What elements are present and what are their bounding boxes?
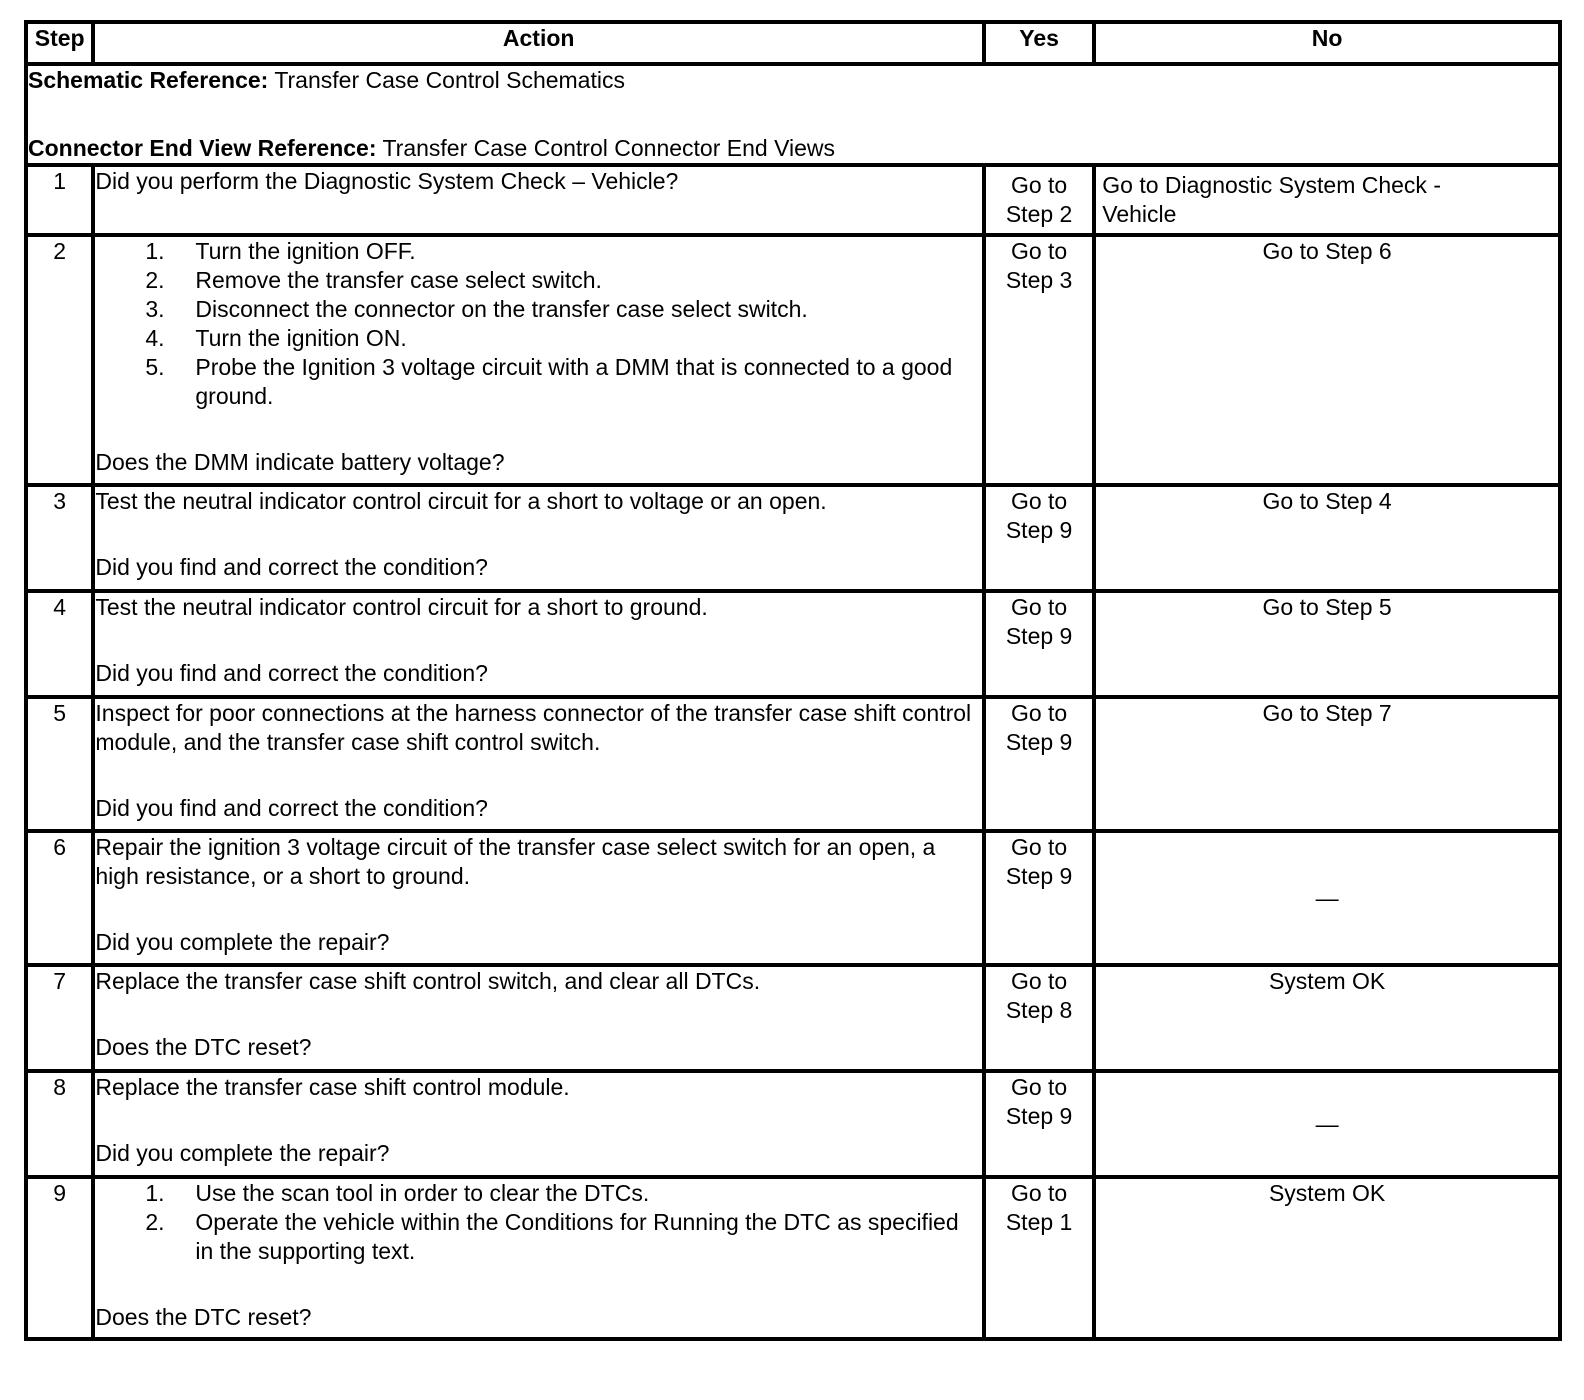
step-number: 5 <box>26 697 93 831</box>
no-cell: System OK <box>1094 1177 1560 1339</box>
connector-end-view-reference: Connector End View Reference: Transfer Case Control Connector End Views <box>28 135 836 161</box>
no-cell: Go to Step 6 <box>1094 235 1560 485</box>
reference-row <box>26 64 1560 165</box>
yes-cell: Go to Step 9 <box>984 697 1094 831</box>
table-row <box>26 591 1560 697</box>
question-text: Did you find and correct the condition? <box>95 795 488 821</box>
yes-cell: Go to Step 9 <box>984 591 1094 697</box>
question-text: Did you find and correct the condition? <box>95 660 488 686</box>
list-item: 5. Probe the Ignition 3 voltage circuit with a DMM that is connected to a good ground. <box>145 354 953 409</box>
step-number: 7 <box>26 965 93 1071</box>
table-row <box>26 165 1560 235</box>
step-number: 1 <box>26 165 93 235</box>
question-text: Does the DTC reset? <box>95 1034 312 1060</box>
table-row <box>26 965 1560 1071</box>
action-cell: Inspect for poor connections at the harness connector of the transfer case shift control module, and the transfer case shift control switch. Did you find and correct the condition? <box>93 697 984 831</box>
table-row <box>26 697 1560 831</box>
step-number: 4 <box>26 591 93 697</box>
no-cell: Go to Step 7 <box>1094 697 1560 831</box>
question-text: Did you complete the repair? <box>95 1140 390 1166</box>
step-number: 2 <box>26 235 93 485</box>
list-item: 2. Remove the transfer case select switch. <box>145 267 602 293</box>
action-cell: Replace the transfer case shift control module. Did you complete the repair? <box>93 1071 984 1177</box>
table-row <box>26 235 1560 485</box>
step-number: 8 <box>26 1071 93 1177</box>
question-text: Does the DTC reset? <box>95 1304 312 1330</box>
yes-cell: Go to Step 9 <box>984 1071 1094 1177</box>
list-item: 3. Disconnect the connector on the transfer case select switch. <box>145 296 808 322</box>
list-item: 2. Operate the vehicle within the Conditions for Running the DTC as specified in the supporting text. <box>145 1209 959 1264</box>
procedure-list <box>95 1179 982 1266</box>
diagnostic-table <box>24 20 1562 1341</box>
header-yes: Yes <box>984 22 1094 64</box>
step-number: 9 <box>26 1177 93 1339</box>
step-number: 6 <box>26 831 93 965</box>
yes-cell: Go to Step 3 <box>984 235 1094 485</box>
table-row <box>26 831 1560 965</box>
no-cell: Go to Step 4 <box>1094 485 1560 591</box>
yes-cell: Go to Step 9 <box>984 485 1094 591</box>
list-item: 1. Turn the ignition OFF. <box>145 238 416 264</box>
header-action: Action <box>93 22 984 64</box>
no-cell: System OK <box>1094 965 1560 1071</box>
action-cell: Test the neutral indicator control circuit for a short to voltage or an open. Did you find and correct the condition? <box>93 485 984 591</box>
yes-cell: Go to Step 1 <box>984 1177 1094 1339</box>
table-row <box>26 1071 1560 1177</box>
header-no: No <box>1094 22 1560 64</box>
schematic-reference: Schematic Reference: Transfer Case Control Schematics <box>28 67 625 93</box>
header-row <box>26 22 1560 64</box>
list-item: 4. Turn the ignition ON. <box>145 325 407 351</box>
list-item: 1. Use the scan tool in order to clear the DTCs. <box>145 1180 650 1206</box>
step-number: 3 <box>26 485 93 591</box>
reference-cell <box>26 64 1560 165</box>
no-cell: — <box>1094 831 1560 965</box>
action-cell: Repair the ignition 3 voltage circuit of the transfer case select switch for an open, a high resistance, or a short to ground. Did you complete the repair? <box>93 831 984 965</box>
action-cell: Test the neutral indicator control circuit for a short to ground. Did you find and correct the condition? <box>93 591 984 697</box>
header-step: Step <box>26 22 93 64</box>
yes-cell: Go to Step 9 <box>984 831 1094 965</box>
question-text: Does the DMM indicate battery voltage? <box>95 449 505 475</box>
no-cell: Go to Diagnostic System Check - Vehicle <box>1094 165 1560 235</box>
table-row <box>26 1177 1560 1339</box>
action-cell <box>93 1177 984 1339</box>
no-cell: — <box>1094 1071 1560 1177</box>
no-cell: Go to Step 5 <box>1094 591 1560 697</box>
yes-cell: Go to Step 8 <box>984 965 1094 1071</box>
action-cell <box>93 235 984 485</box>
action-cell: Did you perform the Diagnostic System Check – Vehicle? <box>93 165 984 235</box>
question-text: Did you complete the repair? <box>95 929 390 955</box>
question-text: Did you find and correct the condition? <box>95 554 488 580</box>
action-cell: Replace the transfer case shift control switch, and clear all DTCs. Does the DTC reset? <box>93 965 984 1071</box>
procedure-list <box>95 237 982 411</box>
table-row <box>26 485 1560 591</box>
yes-cell: Go to Step 2 <box>984 165 1094 235</box>
